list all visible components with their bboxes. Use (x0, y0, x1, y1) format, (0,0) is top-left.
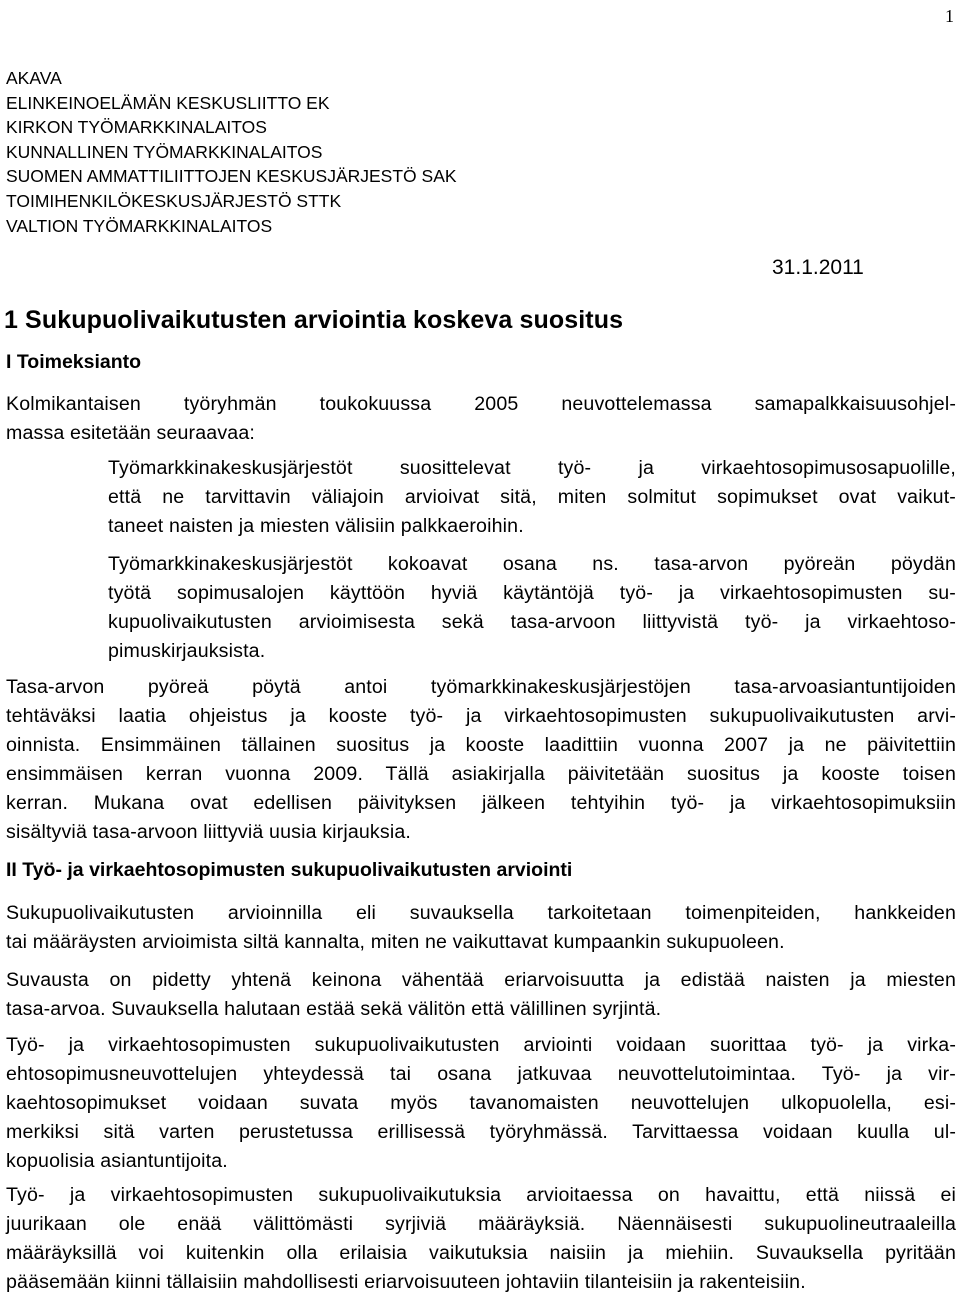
quoted-recommendation-1 (108, 454, 956, 541)
text-line: pääsemään kiinni tällaisiin mahdollisesti eriarvoisuuteen johtaviin tilanteisiin ja rakenteisiin. (6, 1270, 806, 1293)
body-paragraph-definition (6, 899, 956, 957)
text-line: merkiksi sitä varten perustetussa erillisessä työryhmässä. Tarvittaessa voidaan kuulla ul- (6, 1120, 956, 1143)
organization-name: VALTION TYÖMARKKINALAITOS (6, 215, 273, 236)
text-line: kaehtosopimukset voidaan suvata myös tavanomaisten neuvottelujen ulkopuolella, esi- (6, 1091, 956, 1114)
text-line: määräyksillä voi kuitenkin olla erilaisia vaikutuksia naisiin ja miehiin. Suvauksella pyritään (6, 1241, 956, 1264)
text-line: että ne tarvittavin väliajoin arvioivat sitä, miten solmitut sopimukset ovat vaikut- (108, 485, 956, 508)
text-line: Työ- ja virkaehtosopimusten sukupuolivaikutuksia arvioitaessa on havaittu, että niissä ei (6, 1184, 956, 1206)
section-heading-toimeksianto: I Toimeksianto (6, 351, 142, 373)
document-date: 31.1.2011 (772, 256, 864, 279)
body-paragraph-findings (6, 1181, 956, 1297)
body-paragraph-tasa-arvon-poyta (6, 673, 956, 846)
text-line: Sukupuolivaikutusten arvioinnilla eli suvauksella tarkoitetaan toimenpiteiden, hankkeiden (6, 902, 956, 924)
intro-paragraph (6, 390, 956, 448)
text-line: tasa-arvoa. Suvauksella halutaan estää sekä välitön että välillinen syrjintä. (6, 997, 662, 1020)
body-paragraph-methods (6, 1031, 956, 1176)
page-number: 1 (945, 6, 954, 26)
text-line: ensimmäisen kerran vuonna 2009. Tällä asiakirjalla päivitetään suositus ja kooste toisen (6, 762, 956, 785)
organization-list (6, 66, 457, 238)
quoted-recommendation-2 (108, 550, 956, 666)
text-line: Suvausta on pidetty yhtenä keinona vähentää eriarvoisuutta ja edistää naisten ja miesten (6, 969, 956, 991)
organization-name: TOIMIHENKILÖKESKUSJÄRJESTÖ STTK (6, 190, 342, 211)
text-line: Työ- ja virkaehtosopimusten sukupuolivaikutusten arviointi voidaan suorittaa työ- ja virka- (6, 1034, 956, 1056)
organization-name: KUNNALLINEN TYÖMARKKINALAITOS (6, 141, 323, 162)
organization-name: SUOMEN AMMATTILIITTOJEN KESKUSJÄRJESTÖ SAK (6, 166, 457, 187)
section-heading-arviointi: II Työ- ja virkaehtosopimusten sukupuolivaikutusten arviointi (6, 859, 573, 881)
text-line: massa esitetään seuraavaa: (6, 421, 255, 444)
text-line: ehtosopimusneuvottelujen yhteydessä tai osana jatkuvaa neuvottelutoimintaa. Työ- ja vir- (6, 1062, 956, 1085)
text-line: oinnista. Ensimmäinen tällainen suositus ja kooste laadittiin vuonna 2007 ja ne päivitettiin (6, 733, 956, 756)
text-line: juurikaan ole enää välittömästi syrjiviä määräyksiä. Näennäisesti sukupuolineutraaleilla (6, 1212, 956, 1235)
body-paragraph-purpose (6, 966, 956, 1024)
organization-name: AKAVA (6, 68, 62, 88)
text-line: Tasa-arvon pyöreä pöytä antoi työmarkkinakeskusjärjestöjen tasa-arvoasiantuntijoiden (6, 676, 956, 698)
text-line: kerran. Mukana ovat edellisen päivityksen jälkeen tehtyihin työ- ja virkaehtosopimuksiin (6, 791, 956, 814)
text-line: tai määräysten arvioimista siltä kannalta, miten ne vaikuttavat kumpaankin sukupuoleen. (6, 930, 785, 953)
organization-name: KIRKON TYÖMARKKINALAITOS (6, 117, 267, 138)
text-line: tehtäväksi laatia ohjeistus ja kooste työ- ja virkaehtosopimusten sukupuolivaikutusten arvi- (6, 704, 956, 727)
text-line: sisältyviä tasa-arvoon liittyviä uusia kirjauksia. (6, 820, 411, 843)
text-line: työtä sopimusalojen käyttöön hyviä käytäntöjä työ- ja virkaehtosopimusten su- (108, 581, 956, 604)
document-title: 1 Sukupuolivaikutusten arviointia koskeva suositus (4, 306, 624, 334)
organization-name: ELINKEINOELÄMÄN KESKUSLIITTO EK (6, 92, 330, 113)
text-line: kopuolisia asiantuntijoita. (6, 1149, 228, 1172)
text-line: Työmarkkinakeskusjärjestöt suosittelevat työ- ja virkaehtosopimusosapuolille, (108, 457, 956, 479)
text-line: Kolmikantaisen työryhmän toukokuussa 2005 neuvottelemassa samapalkkaisuusohjel- (6, 393, 956, 415)
text-line: kupuolivaikutusten arvioimisesta sekä tasa-arvoon liittyvistä työ- ja virkaehtoso- (108, 610, 956, 633)
text-line: taneet naisten ja miesten välisiin palkkaeroihin. (108, 514, 524, 537)
text-line: pimuskirjauksista. (108, 639, 266, 662)
text-line: Työmarkkinakeskusjärjestöt kokoavat osana ns. tasa-arvon pyöreän pöydän (108, 553, 956, 575)
